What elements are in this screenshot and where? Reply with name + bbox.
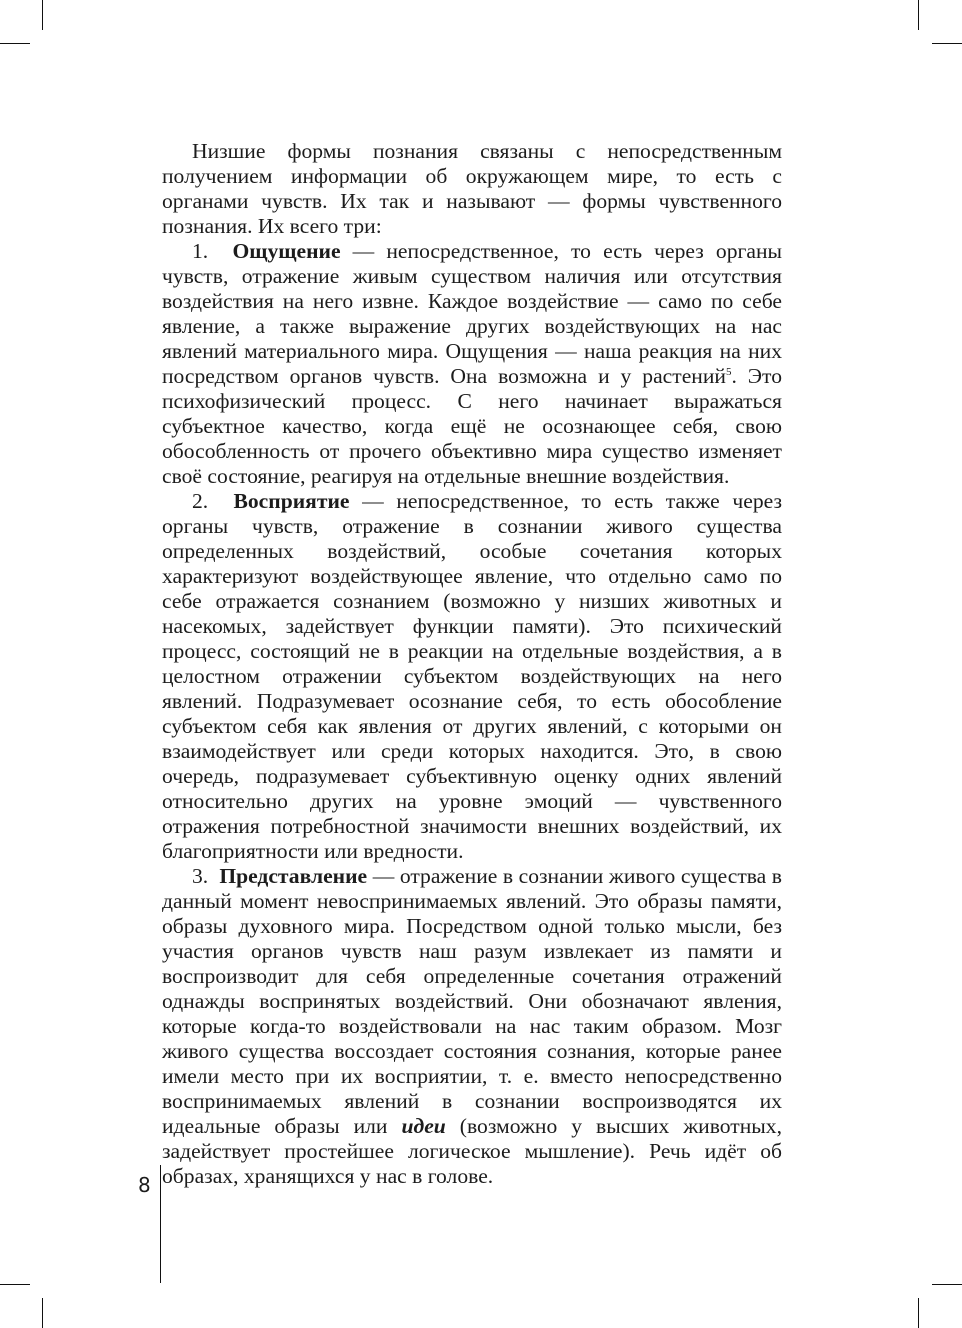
crop-mark-top-right-h [932, 43, 962, 44]
crop-mark-bottom-right [918, 1298, 919, 1328]
crop-mark-top-right [918, 0, 919, 30]
paragraph-representation [162, 864, 782, 1189]
item-number-2: 2. [192, 489, 209, 513]
term-sensation: Ощущение [232, 239, 341, 263]
paragraph-sensation [162, 239, 782, 489]
representation-text-b: (возможно у высших животных, задействует простейшее логическое мышление). Речь идёт об образах, хранящихся у нас в голове. [162, 1114, 782, 1188]
intro-text: Низшие формы познания связаны с непосредственным получением информации об окружающем мире, то есть с органами чувств. Их так и называют — формы чувственного познания. Их всего три: [162, 139, 782, 238]
item-number-3: 3. [192, 864, 209, 888]
crop-mark-bottom-right-h [932, 1284, 962, 1285]
paragraph-perception [162, 489, 782, 864]
sensation-text-b: . Это психофизический процесс. С него начинает выражаться субъектное качество, когда ещё не осознающее себя, свою обособленность от прочего объективно мира существо изменяет своё состояние, реагируя на отдельные внешние воздействия. [162, 364, 782, 488]
crop-mark-bottom-left-h [0, 1284, 30, 1285]
term-ideas: идеи [401, 1114, 446, 1138]
crop-mark-bottom-left [42, 1298, 43, 1328]
term-perception: Восприятие [233, 489, 350, 513]
page-number: 8 [138, 1173, 151, 1197]
representation-text-a: — отражение в сознании живого существа в данный момент невоспринимаемых явлений. Это образы памяти, образы духовного мира. Посредством одной только мысли, без участия органов чувств наш разум извлекает из памяти и воспроизводит для себя определенные сочетания отражений однажды воспринятых воздействий. Они обозначают явления, которые когда-то воздействовали на нас таким образом. Мозг живого существа воссоздает состояния сознания, которые ранее имели место при их восприятии, т. е. вместо непосредственно воспринимаемых явлений в сознании воспроизводятся их идеальные образы или [162, 864, 783, 1138]
term-representation: Представление [219, 864, 368, 888]
sensation-text-a: — непосредственное, то есть через органы чувств, отражение живым существом наличия или отсутствия воздействия на него извне. Каждое воздействие — само по себе явление, а также выражение других воздействующих на нас явлений материального мира. Ощущения — наша реакция на них посредством органов чувств. Она возможна и у растений [162, 239, 783, 388]
crop-mark-top-left-h [0, 43, 30, 44]
perception-text: — непосредственное, то есть также через органы чувств, отражение в сознании живого существа определенных воздействий, особые сочетания которых характеризуют воздействующее явление, что отдельно само по себе отражается сознанием (возможно у низших животных и насекомых, задействует функции памяти). Это психический процесс, состоящий не в реакции на отдельные воздействия, а в целостном отражении субъектом воздействующих на него явлений. Подразумевает осознание себя, то есть обособление субъектом себя как явления от других явлений, с которыми он взаимодействует или среди которых находится. Это, в свою очередь, подразумевает субъективную оценку одних явлений относительно других на уровне эмоций — чувственного отражения потребностной значимости внешних воздействий, их благоприятности или вредности. [162, 489, 782, 863]
item-number-1: 1. [192, 239, 209, 263]
folio-rule [160, 1165, 161, 1283]
crop-mark-top-left [42, 0, 43, 30]
footnote-ref: 5 [725, 365, 732, 378]
body-text [162, 139, 782, 1189]
paragraph-intro [162, 139, 782, 239]
